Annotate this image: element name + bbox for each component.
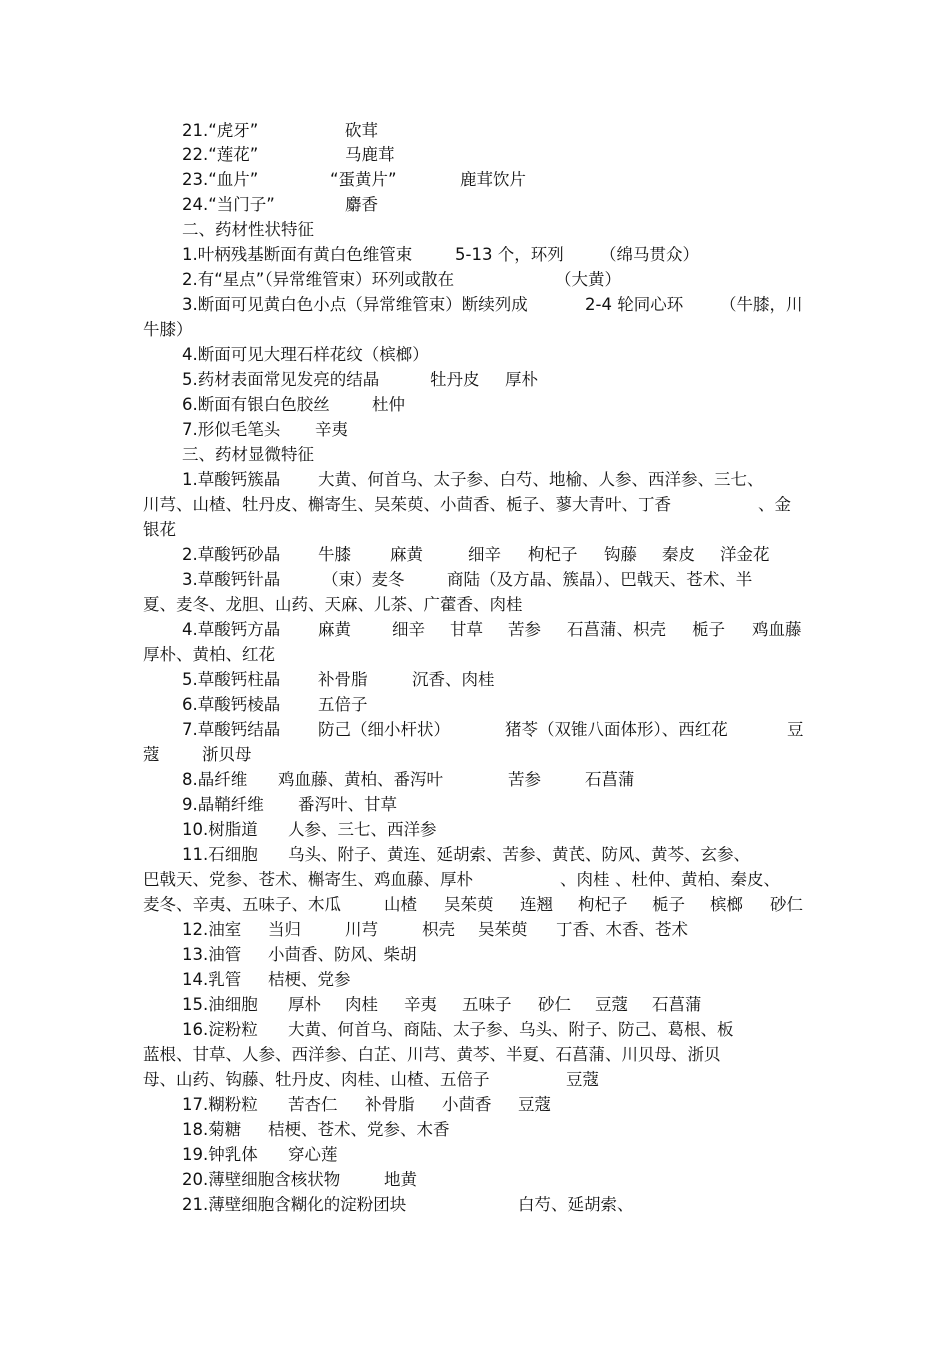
text-segment: 麦冬、辛夷、五味子、木瓜 xyxy=(143,895,341,914)
text-segment: 9.晶鞘纤维 xyxy=(182,795,264,814)
text-segment: 豆蔻 xyxy=(518,1095,551,1114)
text-segment: 桔梗、党参 xyxy=(268,970,351,989)
text-segment: 11.石细胞 xyxy=(182,845,258,864)
text-segment: 厚朴 xyxy=(505,370,538,389)
text-segment: 16.淀粉粒 xyxy=(182,1020,258,1039)
text-segment: 银花 xyxy=(143,520,176,539)
text-line xyxy=(0,368,950,392)
text-segment: 辛夷 xyxy=(404,995,437,1014)
text-line xyxy=(0,318,950,342)
text-segment: 、杜仲、黄柏、秦皮、 xyxy=(615,870,780,889)
text-segment: 砍茸 xyxy=(345,121,378,140)
text-segment: 牛膝 xyxy=(318,545,351,564)
text-line xyxy=(0,293,950,317)
text-segment: 栀子 xyxy=(692,620,725,639)
text-segment: 白芍、延胡索、 xyxy=(518,1195,634,1214)
text-segment: 6.草酸钙棱晶 xyxy=(182,695,281,714)
text-segment: 麝香 xyxy=(345,195,378,214)
text-segment: 鸡血藤 xyxy=(752,620,802,639)
text-segment: 人参、三七、西洋参 xyxy=(288,820,437,839)
text-line xyxy=(0,268,950,292)
text-segment: 山楂 xyxy=(384,895,417,914)
text-segment: 23.“血片” xyxy=(182,170,259,189)
text-line xyxy=(0,968,950,992)
text-line xyxy=(0,1068,950,1092)
text-segment: 8.晶纤维 xyxy=(182,770,248,789)
text-segment: 当归 xyxy=(268,920,301,939)
text-segment: 苦参 xyxy=(508,770,541,789)
text-segment: 20.薄壁细胞含核状物 xyxy=(182,1170,341,1189)
text-line xyxy=(0,818,950,842)
text-segment: 浙贝母 xyxy=(202,745,252,764)
text-segment: 石菖蒲、枳壳 xyxy=(567,620,666,639)
text-segment: 沉香、肉桂 xyxy=(412,670,495,689)
text-segment: 细辛 xyxy=(392,620,425,639)
text-segment: 5.药材表面常见发亮的结晶 xyxy=(182,370,380,389)
text-line xyxy=(0,168,950,192)
text-line xyxy=(0,668,950,692)
text-line xyxy=(0,868,950,892)
text-segment: 补骨脂 xyxy=(318,670,368,689)
text-line xyxy=(0,1168,950,1192)
text-segment: 小茴香 xyxy=(442,1095,492,1114)
text-line xyxy=(0,193,950,217)
text-line xyxy=(0,568,950,592)
text-line xyxy=(0,918,950,942)
text-segment: 杜仲 xyxy=(372,395,405,414)
text-segment: 枳壳 xyxy=(422,920,455,939)
text-line xyxy=(0,793,950,817)
text-line xyxy=(0,143,950,167)
text-segment: 二、药材性状特征 xyxy=(182,220,314,239)
text-segment: 豆蔻 xyxy=(566,1070,599,1089)
text-line xyxy=(0,718,950,742)
text-segment: 24.“当门子” xyxy=(182,195,275,214)
text-line xyxy=(0,1118,950,1142)
text-segment: 豆蔻 xyxy=(595,995,628,1014)
text-segment: 钩藤 xyxy=(604,545,637,564)
text-segment: 厚朴、黄柏、红花 xyxy=(143,645,275,664)
text-line xyxy=(0,218,950,242)
text-segment: 鸡血藤、黄柏、番泻叶 xyxy=(278,770,443,789)
text-segment: 猪苓（双锥八面体形）、西红花 xyxy=(505,720,728,739)
text-line xyxy=(0,243,950,267)
text-segment: 6.断面有银白色胶丝 xyxy=(182,395,330,414)
text-line xyxy=(0,593,950,617)
text-segment: 、肉桂 xyxy=(560,870,610,889)
text-line xyxy=(0,743,950,767)
text-segment: 5.草酸钙柱晶 xyxy=(182,670,281,689)
text-segment: （大黄） xyxy=(555,270,621,289)
text-segment: 三、药材显微特征 xyxy=(182,445,314,464)
text-segment: 地黄 xyxy=(384,1170,417,1189)
text-segment: 夏、麦冬、龙胆、山药、天麻、儿茶、广藿香、肉桂 xyxy=(143,595,523,614)
text-segment: 麻黄 xyxy=(318,620,351,639)
text-line xyxy=(0,1143,950,1167)
text-segment: 14.乳管 xyxy=(182,970,242,989)
text-segment: 厚朴 xyxy=(288,995,321,1014)
text-segment: 吴茱萸 xyxy=(444,895,494,914)
text-segment: 21.薄壁细胞含糊化的淀粉团块 xyxy=(182,1195,407,1214)
text-segment: 3.草酸钙针晶 xyxy=(182,570,281,589)
text-segment: 5-13 个，环列 xyxy=(455,245,564,264)
text-segment: 栀子 xyxy=(652,895,685,914)
text-segment: 2.草酸钙砂晶 xyxy=(182,545,281,564)
text-segment: 苦参 xyxy=(508,620,541,639)
text-line xyxy=(0,468,950,492)
text-segment: 川芎、山楂、牡丹皮、槲寄生、吴茱萸、小茴香、栀子、蓼大青叶、丁香 xyxy=(143,495,671,514)
text-line xyxy=(0,543,950,567)
text-segment: 石菖蒲 xyxy=(585,770,635,789)
text-segment: 豆 xyxy=(787,720,804,739)
text-segment: 1.草酸钙簇晶 xyxy=(182,470,281,489)
text-segment: 小茴香、防风、柴胡 xyxy=(268,945,417,964)
text-segment: 19.钟乳体 xyxy=(182,1145,258,1164)
text-segment: 五倍子 xyxy=(318,695,368,714)
text-segment: 17.糊粉粒 xyxy=(182,1095,258,1114)
text-segment: 吴茱萸 xyxy=(478,920,528,939)
text-segment: 7.形似毛笔头 xyxy=(182,420,281,439)
text-line xyxy=(0,693,950,717)
text-line xyxy=(0,1193,950,1217)
text-segment: 12.油室 xyxy=(182,920,242,939)
text-segment: 砂仁 xyxy=(538,995,571,1014)
text-segment: 砂仁 xyxy=(770,895,803,914)
text-segment: 细辛 xyxy=(468,545,501,564)
text-segment: 鹿茸饮片 xyxy=(460,170,526,189)
text-segment: 洋金花 xyxy=(720,545,770,564)
text-line xyxy=(0,1093,950,1117)
text-segment: 1.叶柄残基断面有黄白色维管束 xyxy=(182,245,413,264)
text-line xyxy=(0,643,950,667)
text-segment: 、金 xyxy=(758,495,791,514)
text-segment: 番泻叶、甘草 xyxy=(298,795,397,814)
text-line xyxy=(0,518,950,542)
text-segment: 母、山药、钩藤、牡丹皮、肉桂、山楂、五倍子 xyxy=(143,1070,490,1089)
text-segment: 枸杞子 xyxy=(578,895,628,914)
text-segment: 苦杏仁 xyxy=(288,1095,338,1114)
text-segment: 13.油管 xyxy=(182,945,242,964)
text-segment: 马鹿茸 xyxy=(345,145,395,164)
text-line xyxy=(0,618,950,642)
text-line xyxy=(0,443,950,467)
text-line xyxy=(0,393,950,417)
text-segment: 补骨脂 xyxy=(365,1095,415,1114)
text-segment: 大黄、何首乌、商陆、太子参、乌头、附子、防己、葛根、板 xyxy=(288,1020,734,1039)
text-line xyxy=(0,343,950,367)
text-segment: 2-4 轮同心环 xyxy=(585,295,684,314)
text-segment: 商陆（及方晶、簇晶）、巴戟天、苍术、半 xyxy=(447,570,753,589)
text-line xyxy=(0,993,950,1017)
text-segment: 蓝根、甘草、人参、西洋参、白芷、川芎、黄芩、半夏、石菖蒲、川贝母、浙贝 xyxy=(143,1045,721,1064)
text-line xyxy=(0,1043,950,1067)
text-segment: 巴戟天、党参、苍术、槲寄生、鸡血藤、厚朴 xyxy=(143,870,473,889)
text-segment: （牛膝，川 xyxy=(720,295,803,314)
text-segment: 川芎 xyxy=(345,920,378,939)
text-segment: 18.菊糖 xyxy=(182,1120,242,1139)
text-segment: 丁香、木香、苍术 xyxy=(556,920,688,939)
text-segment: 21.“虎牙” xyxy=(182,121,259,140)
text-segment: 牡丹皮 xyxy=(430,370,480,389)
text-line xyxy=(0,119,950,143)
text-line xyxy=(0,768,950,792)
text-segment: 蔻 xyxy=(143,745,160,764)
text-segment: 槟榔 xyxy=(710,895,743,914)
text-segment: （束）麦冬 xyxy=(322,570,405,589)
text-segment: （绵马贯众） xyxy=(600,245,699,264)
text-segment: 五味子 xyxy=(462,995,512,1014)
text-line xyxy=(0,843,950,867)
text-segment: 7.草酸钙结晶 xyxy=(182,720,281,739)
text-segment: 秦皮 xyxy=(662,545,695,564)
text-segment: 穿心莲 xyxy=(288,1145,338,1164)
text-segment: “蛋黄片” xyxy=(330,170,397,189)
text-line xyxy=(0,418,950,442)
text-segment: 22.“莲花” xyxy=(182,145,259,164)
text-segment: 乌头、附子、黄连、延胡索、苦参、黄芪、防风、黄芩、玄参、 xyxy=(288,845,750,864)
text-line xyxy=(0,893,950,917)
text-segment: 甘草 xyxy=(450,620,483,639)
text-segment: 石菖蒲 xyxy=(652,995,702,1014)
text-segment: 2.有“星点”（异常维管束）环列或散在 xyxy=(182,270,455,289)
text-segment: 防己（细小杆状） xyxy=(318,720,450,739)
text-segment: 牛膝） xyxy=(143,320,193,339)
text-segment: 3.断面可见黄白色小点（异常维管束）断续列成 xyxy=(182,295,528,314)
text-segment: 麻黄 xyxy=(390,545,423,564)
text-segment: 辛夷 xyxy=(315,420,348,439)
text-segment: 连翘 xyxy=(520,895,553,914)
text-line xyxy=(0,493,950,517)
text-segment: 4.断面可见大理石样花纹（槟榔） xyxy=(182,345,429,364)
text-segment: 4.草酸钙方晶 xyxy=(182,620,281,639)
text-segment: 10.树脂道 xyxy=(182,820,258,839)
text-segment: 肉桂 xyxy=(345,995,378,1014)
text-line xyxy=(0,943,950,967)
text-segment: 15.油细胞 xyxy=(182,995,258,1014)
text-segment: 枸杞子 xyxy=(528,545,578,564)
text-line xyxy=(0,1018,950,1042)
text-segment: 大黄、何首乌、太子参、白芍、地榆、人参、西洋参、三七、 xyxy=(318,470,764,489)
text-segment: 桔梗、苍术、党参、木香 xyxy=(268,1120,450,1139)
